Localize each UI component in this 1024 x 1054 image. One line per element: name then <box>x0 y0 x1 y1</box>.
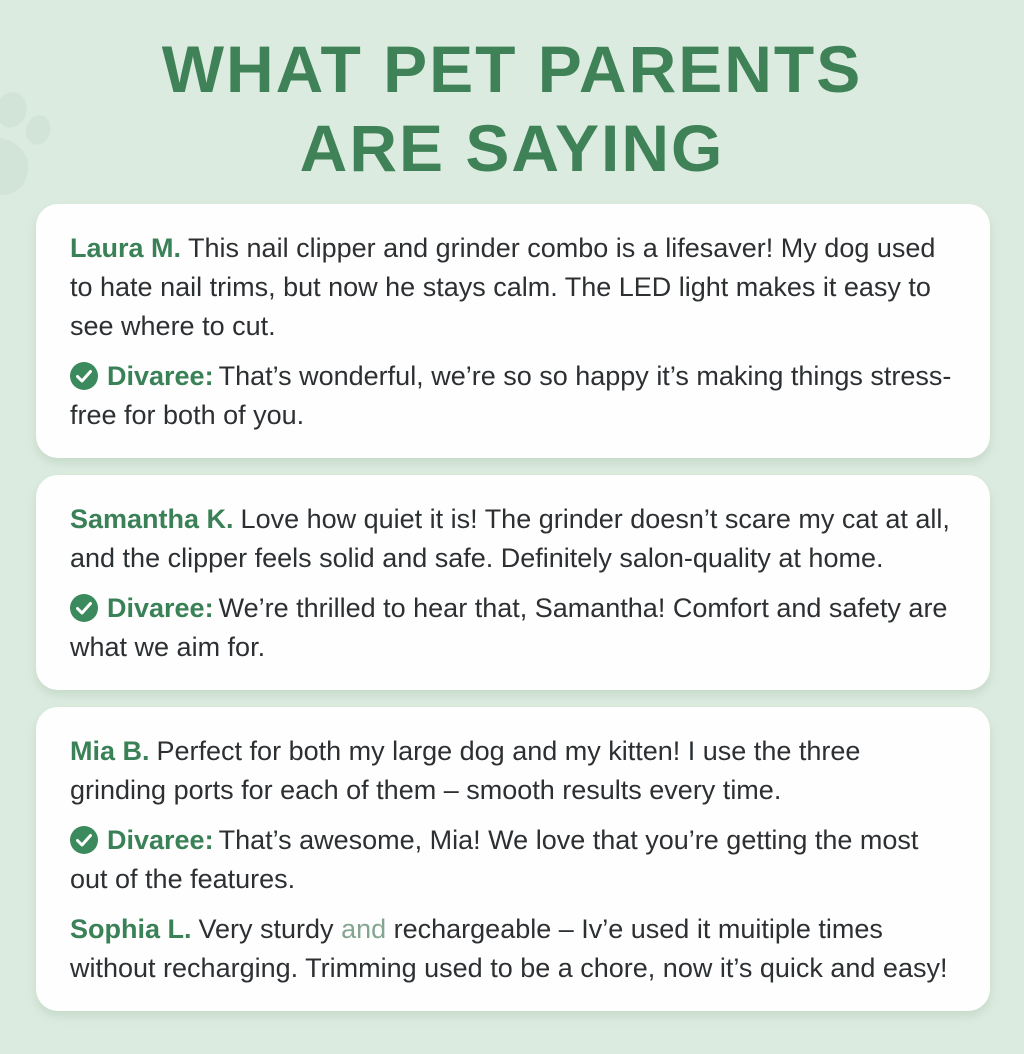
page-title-line-2: ARE SAYING <box>299 111 725 185</box>
brand-reply <box>70 357 958 435</box>
review-text <box>70 229 958 346</box>
review-card-samantha <box>36 475 990 690</box>
reviewer-name: Mia B. <box>70 736 150 766</box>
brand-name: Divaree: <box>107 593 214 623</box>
review-body: Love how quiet it is! The grinder doesn’t scare my cat at all, and the clipper feels solid and safe. Definitely salon-quality at home. <box>70 504 950 573</box>
review-text <box>70 500 958 578</box>
review-card-laura <box>36 204 990 458</box>
reply-body: That’s awesome, Mia! We love that you’re getting the most out of the features. <box>70 825 919 894</box>
review-body: Perfect for both my large dog and my kitten! I use the three grinding ports for each of them – smooth results every time. <box>70 736 861 805</box>
verified-checkmark-icon <box>70 362 98 390</box>
verified-checkmark-icon <box>70 594 98 622</box>
reviewer-name: Laura M. <box>70 233 182 263</box>
brand-name: Divaree: <box>107 361 214 391</box>
review-card-mia-sophia <box>36 707 990 1011</box>
page-title <box>40 30 984 188</box>
review-body-highlight: and <box>341 914 387 944</box>
reviewer-name: Samantha K. <box>70 504 234 534</box>
reviewer-name: Sophia L. <box>70 914 192 944</box>
brand-reply <box>70 589 958 667</box>
verified-checkmark-icon <box>70 826 98 854</box>
reply-body: We’re thrilled to hear that, Samantha! Comfort and safety are what we aim for. <box>70 593 948 662</box>
review-body: This nail clipper and grinder combo is a lifesaver! My dog used to hate nail trims, but now he stays calm. The LED light makes it easy to see where to cut. <box>70 233 936 341</box>
brand-reply <box>70 821 958 899</box>
page-title-line-1: WHAT PET PARENTS <box>161 32 863 106</box>
brand-name: Divaree: <box>107 825 214 855</box>
review-text <box>70 732 958 810</box>
reply-body: That’s wonderful, we’re so so happy it’s making things stress-free for both of you. <box>70 361 952 430</box>
review-body-part2: rechargeable – Iv’e used it muitiple times without recharging. Trimming used to be a chore, now it’s quick and easy! <box>70 914 948 983</box>
review-body-part1: Very sturdy <box>198 914 342 944</box>
review-text <box>70 910 958 988</box>
